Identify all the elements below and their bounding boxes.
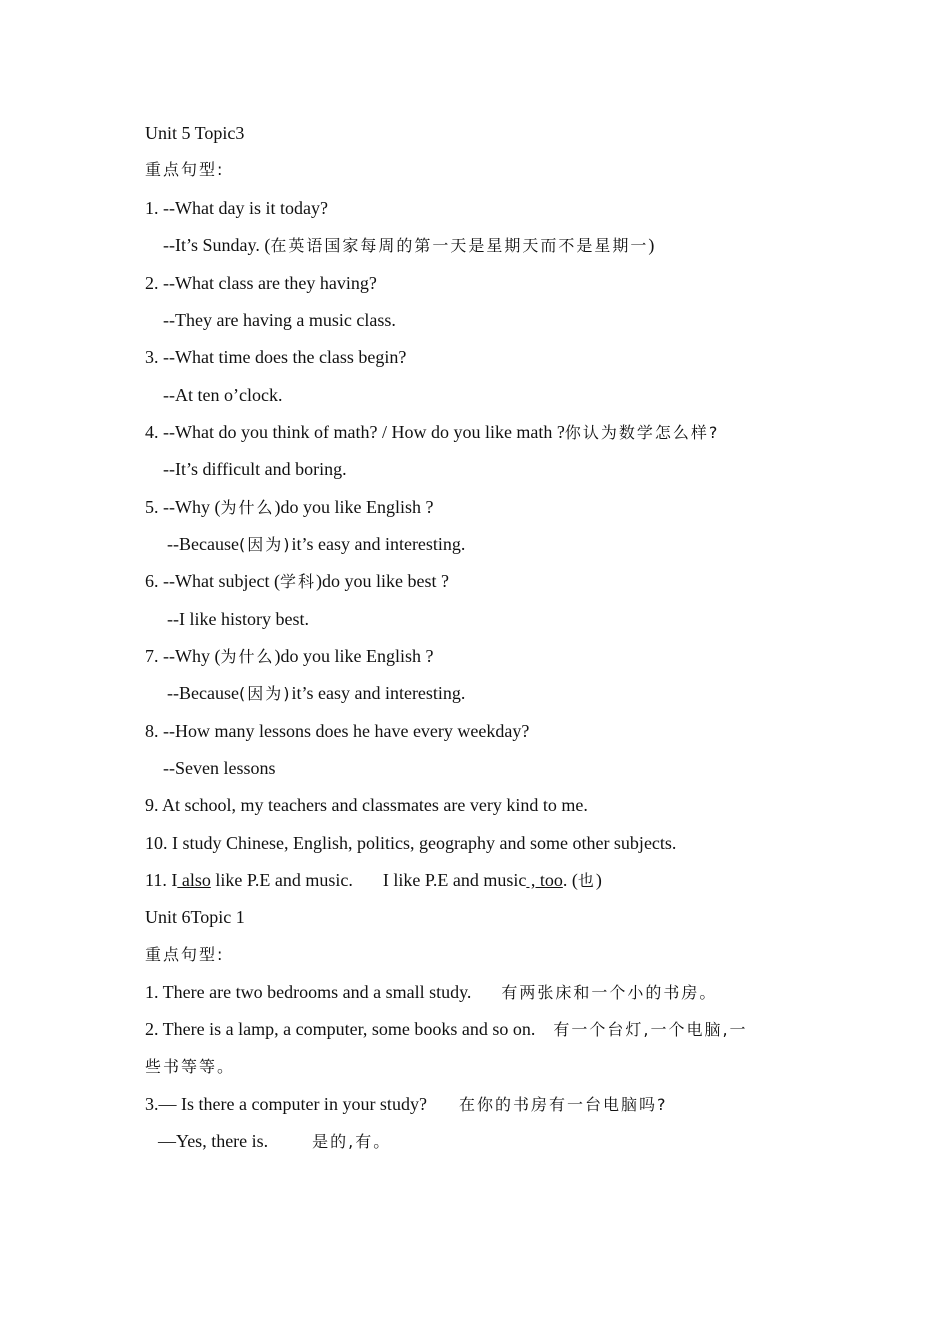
u5-line-11 xyxy=(145,868,602,893)
u5-line-7a xyxy=(145,644,433,669)
u5-line-11-mid: like P.E and music. xyxy=(210,870,353,890)
u5-line-3b: --At ten o’clock. xyxy=(163,385,283,405)
u5-line-11-b: I like P.E and music xyxy=(382,870,527,890)
u6-line-2-cont: 些书等等。 xyxy=(145,1057,236,1076)
u5-line-7b-post: it’s easy and interesting. xyxy=(291,683,466,703)
u5-line-5a-cn: 为什么 xyxy=(220,498,275,517)
u5-line-11-num: 11. I xyxy=(145,870,178,890)
u5-line-11-end: . ( xyxy=(562,870,578,890)
u6-line-1-cn: 有两张床和一个小的书房。 xyxy=(501,983,718,1002)
u5-line-5b-pre: --Because xyxy=(167,534,239,554)
u5-line-7a-cn: 为什么 xyxy=(220,647,275,666)
u5-line-7b-pre: --Because xyxy=(167,683,239,703)
u6-line-3b-cn: 是的,有。 xyxy=(312,1132,392,1151)
unit6-heading: Unit 6Topic 1 xyxy=(145,907,245,927)
u6-line-3-cn: 在你的书房有一台电脑吗? xyxy=(458,1095,668,1114)
u5-line-10: 10. I study Chinese, English, politics, geography and some other subjects. xyxy=(145,833,677,853)
u5-line-1b xyxy=(163,233,654,258)
u5-line-11-also: also xyxy=(177,870,211,890)
u6-line-1-en: 1. There are two bedrooms and a small study. xyxy=(145,982,472,1002)
u5-line-6a-pre: 6. --What subject ( xyxy=(145,571,280,591)
u5-line-5b-cn: (因为) xyxy=(238,535,292,554)
u5-line-1b-en: --It’s Sunday. ( xyxy=(163,235,271,255)
u5-line-5b-post: it’s easy and interesting. xyxy=(291,534,466,554)
u5-line-1a: 1. --What day is it today? xyxy=(145,198,328,218)
u5-line-9: 9. At school, my teachers and classmates are very kind to me. xyxy=(145,795,588,815)
unit6-subheading: 重点句型: xyxy=(145,945,225,964)
u6-line-2-en: 2. There is a lamp, a computer, some books and so on. xyxy=(145,1019,536,1039)
unit5-subheading: 重点句型: xyxy=(145,160,225,179)
u5-line-5b xyxy=(167,532,465,557)
u5-line-11-too: , too xyxy=(526,870,563,890)
u6-line-2-cn: 有一个台灯,一个电脑,一 xyxy=(553,1020,748,1039)
unit5-heading: Unit 5 Topic3 xyxy=(145,123,245,143)
u5-line-8b: --Seven lessons xyxy=(163,758,276,778)
u5-line-2a: 2. --What class are they having? xyxy=(145,273,377,293)
u5-line-7a-post: )do you like English ? xyxy=(274,646,434,666)
u5-line-6a-cn: 学科 xyxy=(279,572,316,591)
u6-line-3 xyxy=(145,1092,667,1117)
u6-line-1 xyxy=(145,980,717,1005)
u5-line-1b-end: ) xyxy=(648,235,655,255)
u5-line-6a xyxy=(145,569,449,594)
u5-line-7b xyxy=(167,681,465,706)
u5-line-3a: 3. --What time does the class begin? xyxy=(145,347,407,367)
u5-line-6a-post: )do you like best ? xyxy=(315,571,449,591)
u5-line-4a-en: 4. --What do you think of math? / How do you like math ? xyxy=(145,422,565,442)
u5-line-5a xyxy=(145,495,433,520)
u5-line-2b: --They are having a music class. xyxy=(163,310,396,330)
u5-line-1b-cn: 在英语国家每周的第一天是星期天而不是星期一 xyxy=(270,236,649,255)
u5-line-4b: --It’s difficult and boring. xyxy=(163,459,347,479)
u5-line-7a-pre: 7. --Why ( xyxy=(145,646,221,666)
u5-line-8a: 8. --How many lessons does he have every weekday? xyxy=(145,721,530,741)
u5-line-11-cn: 也 xyxy=(577,871,596,890)
u5-line-4a-cn: 你认为数学怎么样? xyxy=(564,423,720,442)
u5-line-7b-cn: (因为) xyxy=(238,684,292,703)
u5-line-5a-post: )do you like English ? xyxy=(274,497,434,517)
u6-line-3b-en: —Yes, there is. xyxy=(158,1131,269,1151)
u6-line-2 xyxy=(145,1017,748,1042)
u5-line-5a-pre: 5. --Why ( xyxy=(145,497,221,517)
u5-line-4a xyxy=(145,420,719,445)
u6-line-3b xyxy=(158,1129,391,1154)
u5-line-11-close: ) xyxy=(595,870,602,890)
u6-line-3-en: 3.— Is there a computer in your study? xyxy=(145,1094,427,1114)
u5-line-6b: --I like history best. xyxy=(167,609,309,629)
